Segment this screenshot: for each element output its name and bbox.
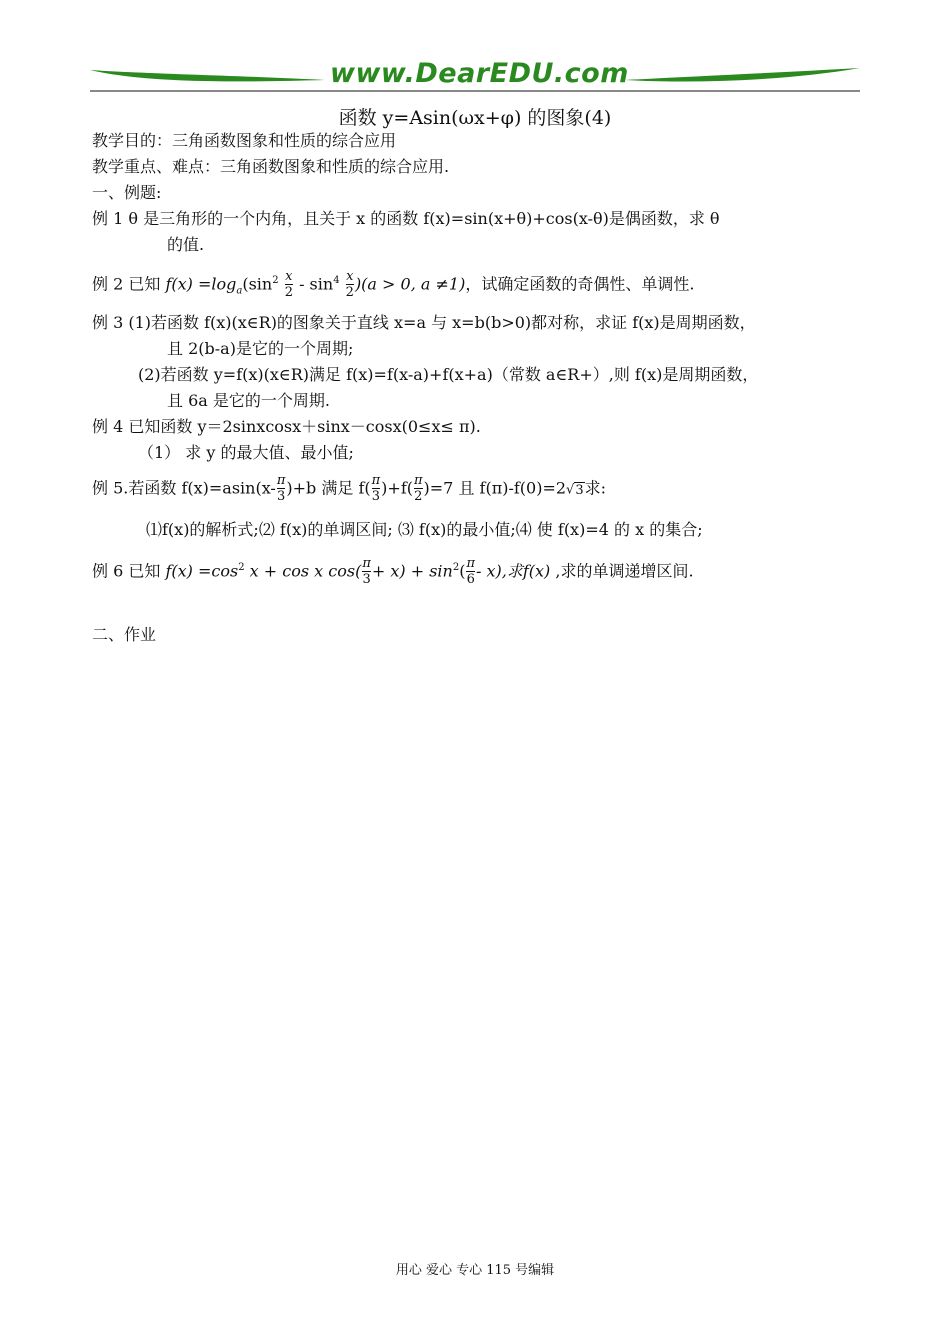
example-6: 例 6 已知 $f(x) =\cos^2$ x + cos x cos( $\frac{\pi}{3}$ + $x) + \sin^2$( $\frac{\pi}{6}$ - x),求f(x) ,求的单调递增区间.	[92, 555, 694, 587]
example-5-part-c: )+f(	[381, 478, 413, 498]
example-3-line4: 且 6a 是它的一个周期.	[167, 391, 330, 410]
example-6-part-b: x + cos x cos(	[249, 561, 362, 581]
site-logo[interactable]: www.DearEDU.com	[330, 58, 629, 89]
frac-numerator: π	[466, 555, 475, 571]
frac-numerator: π	[413, 473, 423, 488]
example-6-frac-pi-6	[466, 557, 475, 587]
example-5-line2: ⑴f(x)的解析式;⑵ f(x)的单调区间; ⑶ f(x)的最小值;⑷ 使 f(x)=4 的 x 的集合;	[146, 520, 703, 539]
example-3-line2: 且 2(b-a)是它的一个周期;	[167, 339, 354, 358]
example-6-frac-pi-3	[362, 557, 371, 587]
frac-numerator: π	[371, 473, 381, 488]
example-2-lhs: f(x) =log	[165, 274, 237, 294]
example-1-line2: 的值.	[167, 235, 205, 254]
example-4-line2: （1） 求 y 的最大值、最小值;	[138, 443, 354, 462]
example-6-pow2: 2	[238, 562, 245, 573]
section-examples-heading: 一、例题:	[92, 183, 162, 202]
frac-denominator: 3	[362, 571, 371, 587]
example-2-pow1: 2	[272, 275, 279, 287]
example-6-label: 例 6 已知	[92, 561, 161, 581]
header-banner	[90, 58, 860, 94]
example-2-label: 例 2 已知	[92, 274, 161, 294]
example-2-frac2	[346, 270, 354, 300]
example-2-sin1: (sin	[242, 274, 273, 294]
page-footer: 用心 爱心 专心 115 号编辑	[395, 1263, 555, 1278]
example-3-line3: (2)若函数 y=f(x)(x∈R)满足 f(x)=f(x-a)+f(x+a)（常数 a∈R+）,则 f(x)是周期函数，	[138, 365, 759, 384]
example-6-part-a: f(x) =cos	[165, 561, 239, 581]
example-6-part-d: - x),求f(x)	[476, 561, 551, 581]
frac-denominator: 6	[466, 571, 475, 587]
example-1-line1: 例 1 θ 是三角形的一个内角，且关于 x 的函数 f(x)=sin(x+θ)+cos(x-θ)是偶函数，求 θ	[92, 209, 720, 228]
example-5-frac-pi-2	[414, 474, 423, 504]
example-2-condition: )(a > 0, a ≠1)	[354, 274, 466, 294]
example-5-sqrt-3: 3	[575, 482, 584, 498]
frac-numerator: π	[362, 555, 371, 571]
example-2-log-base: a	[236, 285, 243, 297]
frac-denominator: 3	[276, 489, 286, 504]
example-2-frac1	[285, 270, 293, 300]
example-5-part-d: )=7 且 f(π)-f(0)=2	[423, 478, 567, 498]
example-5-part-e: 求:	[584, 478, 607, 498]
example-4-line1: 例 4 已知函数 y＝2sinxcosx＋sinx－cosx(0≤x≤ π).	[92, 417, 481, 436]
frac-denominator: 3	[371, 489, 381, 504]
example-2-tail: ，试确定函数的奇偶性、单调性.	[465, 274, 695, 294]
frac-numerator: x	[346, 269, 354, 284]
example-5-part-a: 例 5.若函数 f(x)=asin(x-	[92, 478, 276, 498]
example-2-minus-sin: - sin	[299, 274, 334, 294]
frac-numerator: π	[276, 473, 286, 488]
section-homework-heading: 二、作业	[92, 625, 157, 644]
teaching-focus: 教学重点、难点：三角函数图象和性质的综合应用.	[92, 157, 450, 176]
example-6-part-c: + x) + sin	[371, 561, 453, 581]
example-5-part-b: )+b 满足 f(	[286, 478, 371, 498]
example-2	[92, 270, 694, 303]
example-5-frac-pi-3b	[372, 474, 381, 504]
example-6-tail: ,求的单调递增区间.	[550, 561, 694, 581]
example-2-pow2: 4	[333, 275, 340, 287]
page-title: 函数 y=Asin(ωx+φ) 的图象(4)	[338, 107, 612, 129]
frac-numerator: x	[285, 269, 293, 284]
frac-denominator: 2	[345, 285, 354, 300]
example-5-line1: 例 5.若函数 f(x)=asin(x- $\frac{\pi}{3}$ )+b 满足 f( $\frac{\pi}{3}$ )+f( $\frac{\pi}{2}$ )=7 且 f(π)-f(0)=2√3求:	[92, 473, 607, 504]
example-6-pow2b: 2	[452, 562, 460, 573]
teaching-goal: 教学目的：三角函数图象和性质的综合应用	[92, 131, 397, 150]
frac-denominator: 2	[414, 489, 423, 504]
frac-denominator: 2	[284, 285, 293, 300]
example-5-frac-pi-3	[277, 474, 286, 504]
example-3-line1: 例 3 (1)若函数 f(x)(x∈R)的图象关于直线 x=a 与 x=b(b>0)都对称，求证 f(x)是周期函数，	[92, 313, 756, 332]
